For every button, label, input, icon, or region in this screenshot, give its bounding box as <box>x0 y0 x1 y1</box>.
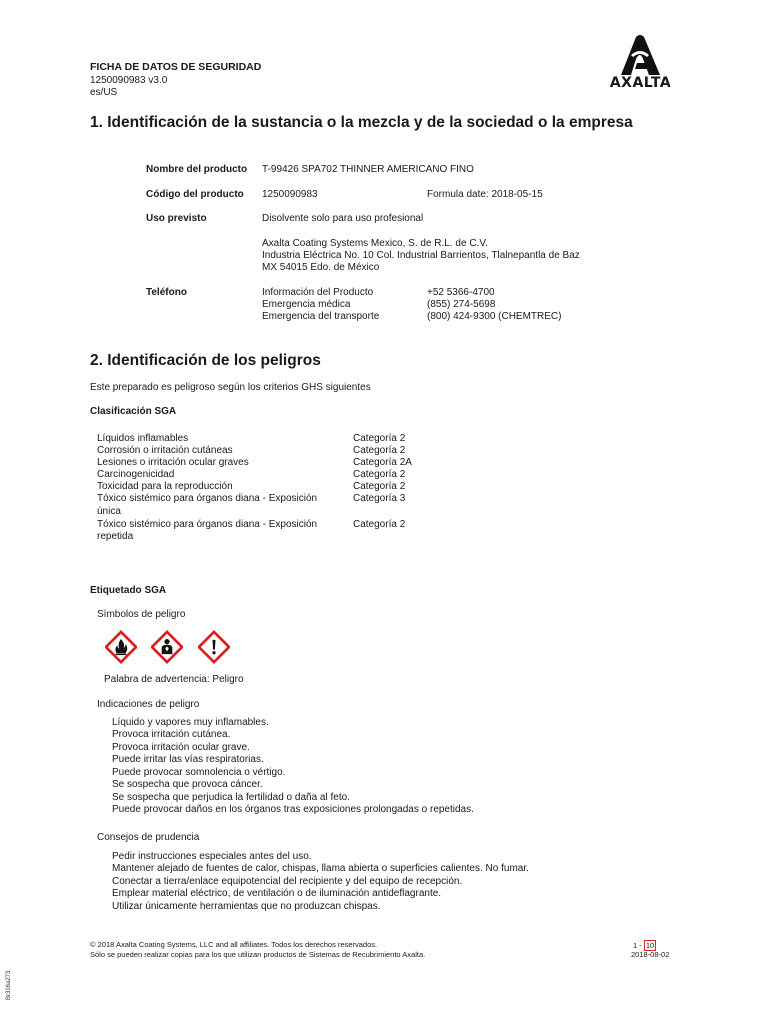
product-name-label: Nombre del producto <box>146 164 248 175</box>
section-1-heading: 1. Identificación de la sustancia o la mezcla y de la sociedad o la empresa <box>90 114 633 131</box>
classification-category: Categoría 2 <box>353 445 406 456</box>
precaution-statement: Utilizar únicamente herramientas que no produzcan chispas. <box>112 901 381 912</box>
classification-category: Categoría 2 <box>353 481 406 492</box>
product-name-value: T-99426 SPA702 THINNER AMERICANO FINO <box>262 164 474 175</box>
product-code-value: 1250090983 <box>262 189 318 200</box>
classification-name-cont: repetida <box>97 531 134 542</box>
company-address: Industria Eléctrica No. 10 Col. Industrial Barrientos, Tlalnepantla de Baz <box>262 250 580 261</box>
symbols-label: Símbolos de peligro <box>97 609 186 620</box>
footer-notice: Sólo se pueden realizar copias para los que utilizan productos de Sistemas de Recubrimiento Axalta. <box>90 950 426 959</box>
classification-category: Categoría 2A <box>353 457 412 468</box>
exclamation-icon <box>198 629 230 665</box>
precaution-statement: Pedir instrucciones especiales antes del uso. <box>112 851 312 862</box>
revision-date: 2018-08-02 <box>631 950 670 959</box>
precaution-statement: Conectar a tierra/enlace equipotencial del recipiente y del equipo de recepción. <box>112 876 463 887</box>
product-code-label: Código del producto <box>146 189 244 200</box>
classification-category: Categoría 2 <box>353 433 406 444</box>
document-type-title: FICHA DE DATOS DE SEGURIDAD <box>90 61 262 73</box>
precaution-statement: Emplear material eléctrico, de ventilación o de iluminación antideflagrante. <box>112 888 442 899</box>
document-id: 1250090983 v3.0 <box>90 75 168 86</box>
phone-row-label: Emergencia médica <box>262 299 351 310</box>
hazard-statement: Se sospecha que provoca cáncer. <box>112 779 263 790</box>
phone-row-value: (855) 274-5698 <box>427 299 496 310</box>
classification-category: Categoría 2 <box>353 519 406 530</box>
axalta-logo <box>603 33 678 93</box>
hazard-intro: Este preparado es peligroso según los criterios GHS siguientes <box>90 382 371 393</box>
labeling-title: Etiquetado SGA <box>90 585 167 596</box>
copyright-symbol: © <box>90 940 96 949</box>
hazard-statement: Se sospecha que perjudica la fertilidad o daña al feto. <box>112 792 350 803</box>
company-name: Axalta Coating Systems Mexico, S. de R.L. de C.V. <box>262 238 488 249</box>
side-code: Br316a273 <box>6 970 12 1000</box>
classification-name: Tóxico sistémico para órganos diana - Exposición <box>97 519 318 530</box>
precautions-label: Consejos de prudencia <box>97 832 200 843</box>
copyright-text: 2018 Axalta Coating Systems, LLC and all affiliates. Todos los derechos reservados. <box>97 940 378 949</box>
section-2-heading: 2. Identificación de los peligros <box>90 352 321 369</box>
footer-copyright <box>90 940 377 949</box>
phone-row-value: (800) 424-9300 (CHEMTREC) <box>427 311 562 322</box>
phone-row-value: +52 5366-4700 <box>427 287 495 298</box>
classification-name: Líquidos inflamables <box>97 433 189 444</box>
page-number-prefix: 1 - <box>633 941 644 950</box>
formula-date: Formula date: 2018-05-15 <box>427 189 543 200</box>
hazard-statement: Líquido y vapores muy inflamables. <box>112 717 269 728</box>
classification-name: Carcinogenicidad <box>97 469 175 480</box>
hazard-statements-label: Indicaciones de peligro <box>97 699 200 710</box>
classification-name: Lesiones o irritación ocular graves <box>97 457 249 468</box>
hazard-statement: Puede irritar las vías respiratorias. <box>112 754 264 765</box>
phone-row-label: Emergencia del transporte <box>262 311 380 322</box>
classification-name: Tóxico sistémico para órganos diana - Exposición <box>97 493 318 504</box>
axalta-logo-mark <box>603 33 678 77</box>
phone-row-label: Información del Producto <box>262 287 374 298</box>
flame-icon <box>105 629 137 665</box>
classification-name: Toxicidad para la reproducción <box>97 481 233 492</box>
classification-name-cont: única <box>97 506 121 517</box>
document-locale: es/US <box>90 87 118 98</box>
hazard-statement: Puede provocar daños en los órganos tras exposiciones prolongadas o repetidas. <box>112 804 474 815</box>
phone-label: Teléfono <box>146 287 187 298</box>
hazard-statement: Puede provocar somnolencia o vértigo. <box>112 767 286 778</box>
intended-use-value: Disolvente solo para uso profesional <box>262 213 424 224</box>
company-city: MX 54015 Edo. de México <box>262 262 380 273</box>
precaution-statement: Mantener alejado de fuentes de calor, chispas, llama abierta o superficies calientes. No fumar. <box>112 863 529 874</box>
classification-category: Categoría 2 <box>353 469 406 480</box>
signal-word: Palabra de advertencia: Peligro <box>104 674 244 685</box>
intended-use-label: Uso previsto <box>146 213 207 224</box>
hazard-statement: Provoca irritación ocular grave. <box>112 742 250 753</box>
health-hazard-icon <box>151 629 183 665</box>
page-total: 10 <box>645 941 655 950</box>
classification-title: Clasificación SGA <box>90 406 177 417</box>
axalta-wordmark: AXALTA <box>609 75 672 91</box>
classification-category: Categoría 3 <box>353 493 406 504</box>
hazard-statement: Provoca irritación cutánea. <box>112 729 231 740</box>
classification-name: Corrosión o irritación cutáneas <box>97 445 233 456</box>
